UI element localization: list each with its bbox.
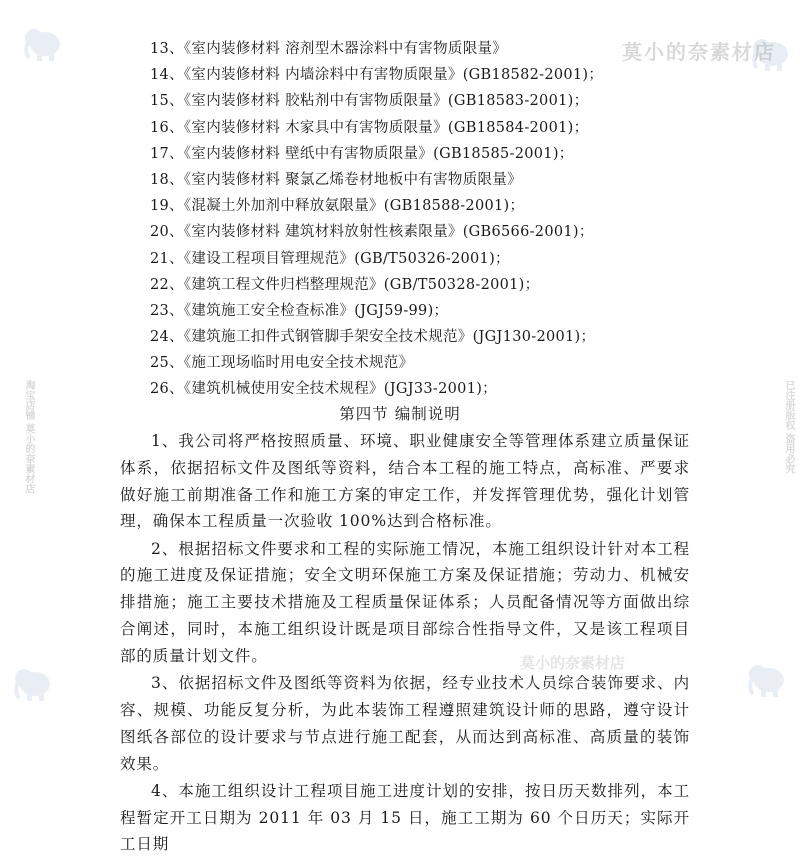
list-item: 18、《室内装修材料 聚氯乙烯卷材地板中有害物质限量》 [150,171,522,188]
list-item: 22、《建筑工程文件归档整理规范》(GB/T50328-2001)； [150,276,540,293]
watermark-text: 已注册版权 盗用必究 [783,380,794,474]
list-item: 15、《室内装修材料 胶粘剂中有害物质限量》(GB18583-2001)； [150,93,589,110]
watermark-text: 莫小的奈素材店 [622,40,776,64]
watermark-text: 淘宝店铺 莫小的奈素材店 [23,380,34,494]
elephant-icon [20,20,66,66]
elephant-icon [744,656,790,702]
list-item: 24、《建筑施工扣件式钢管脚手架安全技术规范》(JGJ130-2001)； [150,329,596,346]
list-item: 23、《建筑施工安全检查标准》(JGJ59-99)； [150,302,449,319]
list-item: 13、《室内装修材料 溶剂型木器涂料中有害物质限量》 [150,41,508,57]
body-text [120,428,690,858]
list-item: 21、《建设工程项目管理规范》(GB/T50326-2001)； [150,250,510,267]
paragraph: 3、依据招标文件及图纸等资料为依据，经专业技术人员综合装饰要求、内容、规模、功能反复分析，为此本装饰工程遵照建筑设计师的思路，遵守设计图纸各部位的设计要求与节点进行施工配套，从而达到高标准、高质量的装饰效果。 [120,674,690,773]
paragraph: 4、本施工组织设计工程项目施工进度计划的安排，按日历天数排列，本工程暂定开工日期为 2011 年 03 月 15 日，施工工期为 60 个日历天；实际开工日期 [120,781,690,854]
list-item: 17、《室内装修材料 壁纸中有害物质限量》(GB18585-2001)； [150,145,574,162]
list-item: 26、《建筑机械使用安全技术规程》(JGJ33-2001)； [150,381,497,398]
watermark-text: 莫小的奈素材店 [520,654,626,672]
paragraph: 1、我公司将严格按照质量、环境、职业健康安全等管理体系建立质量保证体系，依据招标文件及图纸等资料，结合本工程的施工特点，高标准、严要求做好施工前期准备工作和施工方案的审定工作，并发挥管理优势，强化计划管理，确保本工程质量一次验收 100%达到合格标准。 [120,432,690,531]
list-item: 20、《室内装修材料 建筑材料放射性核素限量》(GB6566-2001)； [150,224,594,241]
list-item: 14、《室内装修材料 内墙涂料中有害物质限量》(GB18582-2001)； [150,67,604,84]
list-item: 16、《室内装修材料 木家具中有害物质限量》(GB18584-2001)； [150,119,589,136]
list-item: 25、《施工现场临时用电安全技术规范》 [150,355,414,372]
standards-list [150,36,770,403]
elephant-icon [10,660,56,706]
section-title: 第四节 编制说明 [339,405,461,423]
list-item: 19、《混凝土外加剂中释放氨限量》(GB18588-2001)； [150,198,525,215]
paragraph: 2、根据招标文件要求和工程的实际施工情况，本施工组织设计针对本工程的施工进度及保证措施；安全文明环保施工方案及保证措施；劳动力、机械安排措施；施工主要技术措施及工程质量保证体系；人员配备情况等方面做出综合阐述，同时，本施工组织设计既是项目部综合性指导文件，又是该工程项目部的质量计划文件。 [120,539,690,665]
